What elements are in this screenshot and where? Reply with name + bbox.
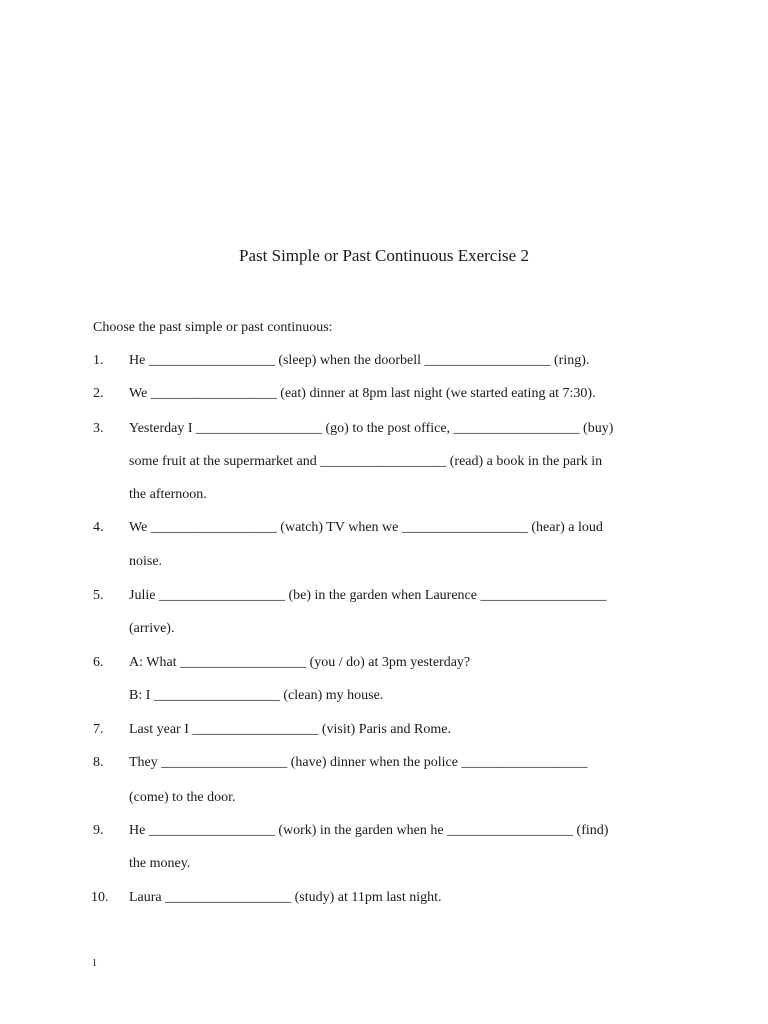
- exercise-item-6-continued: [0, 686, 768, 706]
- exercise-item-4-continued: [0, 552, 768, 572]
- item-text: He __________________ (sleep) when the doorbell __________________ (ring).: [129, 353, 590, 368]
- item-number: 1.: [93, 353, 104, 368]
- exercise-item-2: [0, 384, 768, 404]
- exercise-item-5-continued: [0, 619, 768, 639]
- item-number: 3.: [93, 421, 104, 436]
- item-number: 6.: [93, 655, 104, 670]
- exercise-item-6: [0, 653, 768, 673]
- item-text: the afternoon.: [129, 487, 207, 502]
- item-text: We __________________ (eat) dinner at 8pm last night (we started eating at 7:30).: [129, 386, 596, 401]
- item-text: (come) to the door.: [129, 790, 236, 805]
- item-text: They __________________ (have) dinner when the police __________________: [129, 755, 588, 770]
- item-text: some fruit at the supermarket and __________________ (read) a book in the park in: [129, 454, 603, 469]
- exercise-item-4: [0, 518, 768, 538]
- page-title: Past Simple or Past Continuous Exercise 2: [239, 246, 529, 265]
- item-number: 4.: [93, 520, 104, 535]
- item-number: 10.: [91, 890, 109, 905]
- exercise-item-3: [0, 419, 768, 439]
- item-text: Julie __________________ (be) in the garden when Laurence __________________: [129, 588, 607, 603]
- exercise-item-3-continued: [0, 452, 768, 472]
- item-text: A: What __________________ (you / do) at 3pm yesterday?: [129, 655, 471, 670]
- exercise-item-7: [0, 720, 768, 740]
- item-text: We __________________ (watch) TV when we __________________ (hear) a loud: [129, 520, 603, 535]
- item-text: Yesterday I __________________ (go) to the post office, __________________ (buy): [129, 421, 614, 436]
- item-number: 8.: [93, 755, 104, 770]
- item-text: He __________________ (work) in the garden when he __________________ (find): [129, 823, 609, 838]
- exercise-item-9-continued: [0, 854, 768, 874]
- page-number: 1: [92, 958, 97, 969]
- exercise-item-10: [0, 888, 768, 908]
- item-text: Laura __________________ (study) at 11pm last night.: [129, 890, 442, 905]
- item-text: B: I __________________ (clean) my house.: [129, 688, 384, 703]
- exercise-item-8: [0, 753, 768, 773]
- item-number: 9.: [93, 823, 104, 838]
- item-number: 7.: [93, 722, 104, 737]
- item-text: (arrive).: [129, 621, 175, 636]
- exercise-item-8-continued: [0, 788, 768, 808]
- item-text: noise.: [129, 554, 163, 569]
- item-number: 5.: [93, 588, 104, 603]
- instructions: Choose the past simple or past continuous:: [93, 320, 333, 335]
- exercise-item-9: [0, 821, 768, 841]
- item-text: Last year I __________________ (visit) Paris and Rome.: [129, 722, 451, 737]
- exercise-item-3-continued: [0, 485, 768, 505]
- item-number: 2.: [93, 386, 104, 401]
- exercise-item-5: [0, 586, 768, 606]
- item-text: the money.: [129, 856, 191, 871]
- exercise-item-1: [0, 351, 768, 371]
